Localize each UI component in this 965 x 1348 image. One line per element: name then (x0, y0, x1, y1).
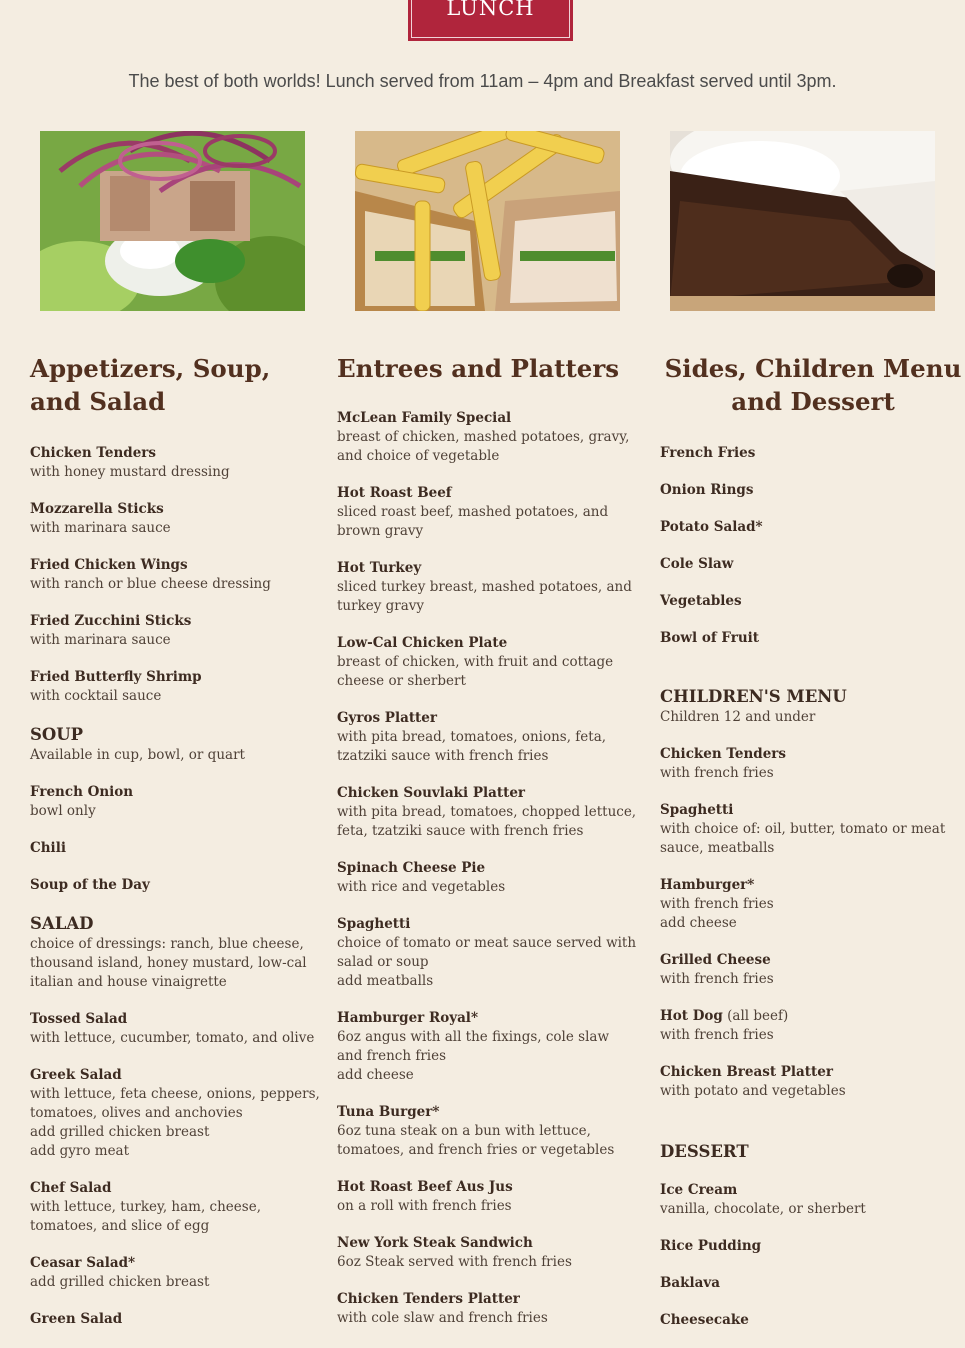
menu-item: Hot Dog (all beef) with french fries (660, 1008, 789, 1043)
tagline: The best of both worlds! Lunch served from 11am – 4pm and Breakfast served until 3pm. (128, 71, 837, 91)
menu-item: Cheesecake (660, 1312, 749, 1328)
menu-item: Baklava (660, 1275, 720, 1291)
menu-item: Chicken Breast Platter with potato and vegetables (660, 1064, 846, 1099)
sandwich-photo (355, 131, 620, 311)
menu-item: Spaghetti choice of tomato or meat sauce served with salad or soup add meatballs (337, 916, 637, 989)
menu-item: Spaghetti with choice of: oil, butter, tomato or meat sauce, meatballs (660, 802, 946, 856)
childrens-menu-heading: CHILDREN'S MENU (660, 687, 847, 706)
childrens-menu-description: Children 12 and under (660, 709, 816, 725)
menu-item: Hamburger Royal* 6oz angus with all the fixings, cole slaw and french fries add cheese (337, 1010, 609, 1083)
salad-description: choice of dressings: ranch, blue cheese, thousand island, honey mustard, low-cal italian and house vinaigrette (30, 936, 307, 990)
side-item: French Fries (660, 445, 756, 461)
menu-item: Hot Roast Beef Aus Jus on a roll with french fries (337, 1179, 513, 1214)
side-item: Cole Slaw (660, 556, 734, 572)
menu-item: New York Steak Sandwich 6oz Steak served with french fries (337, 1235, 572, 1270)
menu-item: Rice Pudding (660, 1238, 762, 1254)
menu-item: Spinach Cheese Pie with rice and vegetables (337, 860, 506, 895)
salad-heading: SALAD (30, 914, 94, 933)
menu-item: Hamburger* with french fries add cheese (660, 877, 774, 931)
menu-item: Green Salad (30, 1311, 123, 1327)
menu-item: Tuna Burger* 6oz tuna steak on a bun with lettuce, tomatoes, and french fries or vegetables (337, 1104, 615, 1158)
lunch-badge (408, 0, 573, 41)
side-item: Bowl of Fruit (660, 630, 760, 646)
sides-title: Sides, Children Menu and Dessert (664, 354, 962, 416)
menu-item: Low-Cal Chicken Plate breast of chicken, with fruit and cottage cheese or sherbert (337, 635, 614, 689)
side-item: Onion Rings (660, 482, 754, 498)
menu-item: Mozzarella Sticks with marinara sauce (30, 501, 171, 536)
soup-heading: SOUP (30, 725, 84, 744)
menu-item: Soup of the Day (30, 877, 150, 893)
entrees-column (337, 352, 637, 1346)
dessert-heading: DESSERT (660, 1142, 749, 1161)
menu-item: Chili (30, 840, 66, 856)
menu-item: Chicken Tenders Platter with cole slaw and french fries (337, 1291, 548, 1326)
menu-item: Ice Cream vanilla, chocolate, or sherbert (660, 1182, 866, 1217)
pie-photo (670, 131, 935, 311)
menu-item: Greek Salad with lettuce, feta cheese, onions, peppers, tomatoes, olives and anchovies add grilled chicken breast add gyro meat (30, 1067, 320, 1159)
appetizers-title: Appetizers, Soup, and Salad (30, 354, 271, 416)
soup-description: Available in cup, bowl, or quart (30, 747, 245, 763)
menu-item: Chicken Tenders with french fries (660, 746, 787, 781)
menu-item: Fried Butterfly Shrimp with cocktail sauce (30, 669, 202, 704)
appetizers-column (30, 352, 320, 1347)
menu-item: McLean Family Special breast of chicken, mashed potatoes, gravy, and choice of vegetable (337, 410, 630, 464)
menu-item: Grilled Cheese with french fries (660, 952, 774, 987)
side-item: Potato Salad* (660, 519, 763, 535)
menu-item: Chicken Souvlaki Platter with pita bread, tomatoes, chopped lettuce, feta, tzatziki sauce with french fries (337, 785, 637, 839)
entrees-title: Entrees and Platters (337, 354, 620, 383)
sides-column (660, 352, 962, 1348)
salad-photo (40, 131, 305, 311)
menu-item: Hot Turkey sliced turkey breast, mashed potatoes, and turkey gravy (337, 560, 632, 614)
menu-item: Fried Chicken Wings with ranch or blue cheese dressing (30, 557, 271, 592)
menu-item: Ceasar Salad* add grilled chicken breast (30, 1255, 210, 1290)
side-item: Vegetables (660, 593, 742, 609)
menu-item: Fried Zucchini Sticks with marinara sauce (30, 613, 192, 648)
menu-item: Hot Roast Beef sliced roast beef, mashed potatoes, and brown gravy (337, 485, 609, 539)
menu-item: Gyros Platter with pita bread, tomatoes, onions, feta, tzatziki sauce with french fries (337, 710, 607, 764)
menu-item: Chef Salad with lettuce, turkey, ham, cheese, tomatoes, and slice of egg (30, 1180, 261, 1234)
menu-item: Chicken Tenders with honey mustard dressing (30, 445, 230, 480)
menu-item: French Onion bowl only (30, 784, 134, 819)
menu-item: Tossed Salad with lettuce, cucumber, tomato, and olive (30, 1011, 315, 1046)
lunch-badge-label: LUNCH (411, 0, 570, 38)
